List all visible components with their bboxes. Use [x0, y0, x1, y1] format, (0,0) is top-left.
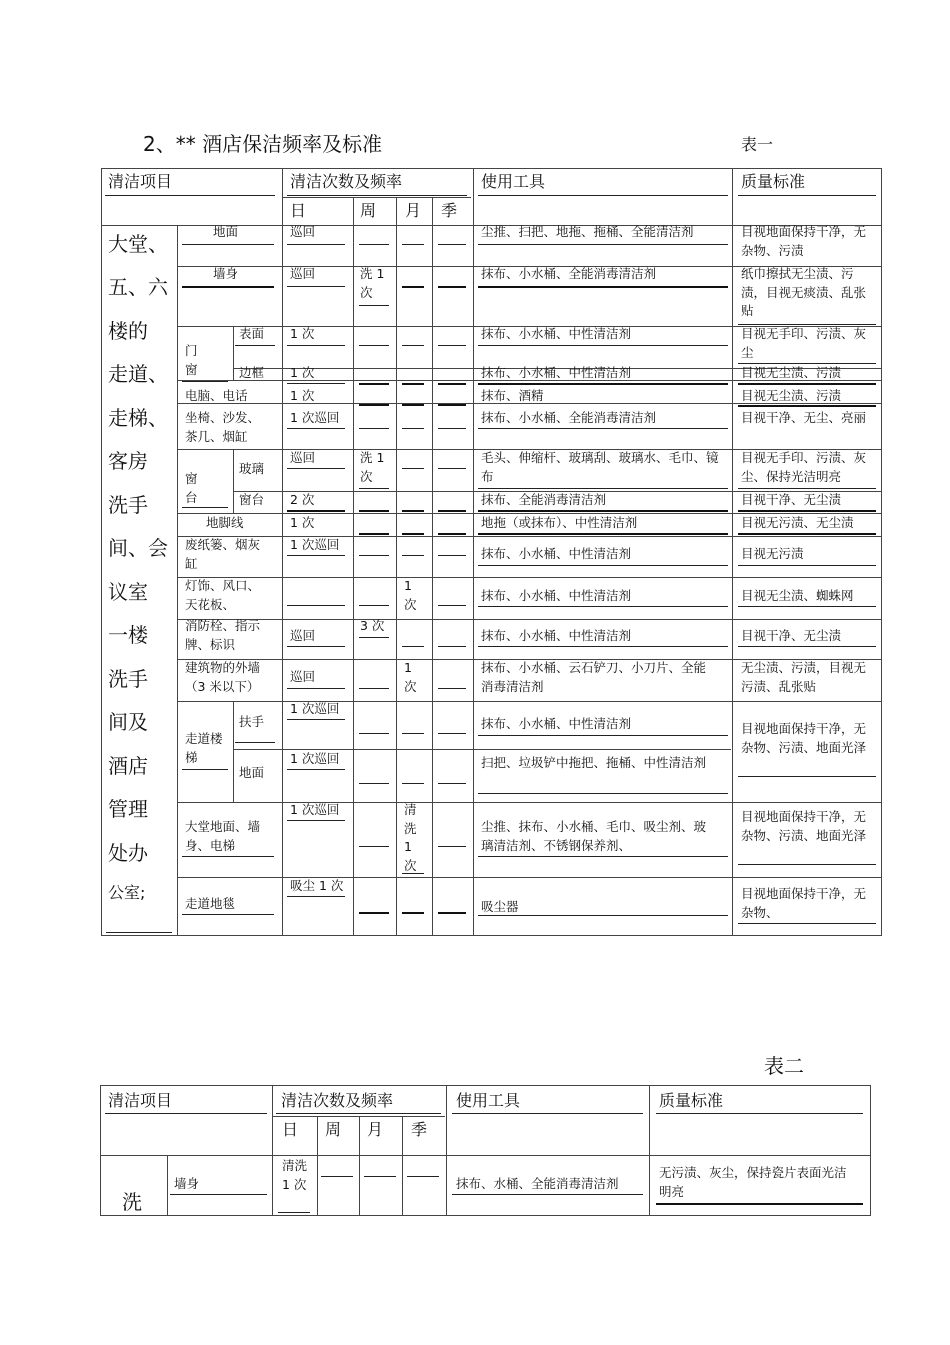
row-tools: 尘推、抹布、小水桶、毛巾、吸尘剂、玻璃清洁剂、不锈钢保养剂、	[481, 819, 707, 853]
t2-row-day: 清洗 1 次	[282, 1158, 308, 1192]
row-week: 3 次	[360, 618, 385, 633]
area-line: 大堂、	[108, 232, 168, 256]
row-week: 洗 1 次	[360, 266, 385, 300]
row-item: 地脚线	[206, 515, 244, 530]
row-tools: 抹布、小水桶、中性清洁剂	[481, 716, 632, 731]
t1-header-standard: 质量标准	[741, 172, 806, 191]
row-standard: 目视无手印、污渍、灰尘	[741, 326, 867, 360]
t1-header-week: 周	[360, 201, 377, 220]
t2-row-tools: 抹布、水桶、全能消毒清洁剂	[456, 1176, 619, 1191]
row-tools: 抹布、小水桶、全能消毒清洁剂	[481, 266, 657, 281]
group-label: 走道楼梯	[185, 731, 223, 765]
row-tools: 抹布、全能消毒清洁剂	[481, 492, 607, 507]
row-tools: 吸尘器	[481, 899, 519, 914]
row-standard: 目视无污渍、无尘渍	[741, 515, 854, 530]
row-tools: 抹布、小水桶、中性清洁剂	[481, 546, 632, 561]
t1-header-tools: 使用工具	[481, 172, 546, 191]
row-tools: 抹布、小水桶、全能消毒清洁剂	[481, 410, 657, 425]
area-line: 一楼	[108, 623, 148, 647]
t1-header-month: 月	[405, 201, 422, 220]
row-month: 1 次	[404, 578, 417, 612]
area-line: 洗手	[108, 493, 148, 517]
t1-header-freq: 清洁次数及频率	[290, 172, 403, 191]
row-standard: 目视干净、无尘、亮丽	[741, 410, 867, 425]
row-day: 1 次巡回	[290, 751, 340, 766]
row-item: 电脑、电话	[185, 388, 248, 403]
row-standard: 纸巾擦拭无尘渍、污渍，目视无痰渍、乱张贴	[741, 266, 867, 318]
area-line: 酒店	[108, 754, 148, 778]
t2-header-month: 月	[367, 1120, 384, 1139]
row-month: 清洗 1 次	[404, 802, 417, 873]
area-line: 走梯、	[108, 406, 168, 430]
row-item: 墙身	[213, 266, 239, 281]
row-tools: 抹布、小水桶、中性清洁剂	[481, 365, 632, 380]
row-standard: 目视无尘渍、污渍	[741, 388, 842, 403]
row-item: 扶手	[239, 714, 265, 729]
row-day: 1 次巡回	[290, 410, 340, 425]
row-tools: 抹布、小水桶、中性清洁剂	[481, 326, 632, 341]
row-item: 坐椅、沙发、茶几、烟缸	[185, 410, 261, 444]
row-standard: 目视干净、无尘渍	[741, 492, 842, 507]
row-item: 地面	[239, 765, 265, 780]
row-standard: 目视无尘渍、污渍	[741, 365, 842, 380]
t1-header-season: 季	[441, 201, 458, 220]
table1-label: 表一	[741, 135, 774, 154]
row-day: 1 次巡回	[290, 802, 340, 817]
t2-header-tools: 使用工具	[456, 1091, 521, 1110]
row-day: 吸尘 1 次	[290, 878, 344, 893]
row-item: 走道地毯	[185, 896, 236, 911]
row-day: 巡回	[290, 266, 316, 281]
row-tools: 抹布、小水桶、云石铲刀、小刀片、全能消毒清洁剂	[481, 660, 707, 694]
row-standard: 目视地面保持干净，无杂物、	[741, 886, 867, 920]
t1-header-day: 日	[290, 201, 307, 220]
row-standard: 无尘渍、污渍，目视无污渍、乱张贴	[741, 660, 867, 694]
area-line: 议室	[108, 580, 148, 604]
row-tools: 抹布、酒精	[481, 388, 544, 403]
table2-label: 表二	[764, 1054, 804, 1078]
t2-header-season: 季	[411, 1120, 428, 1139]
row-item: 消防栓、指示牌、标识	[185, 618, 261, 652]
t2-area: 洗	[122, 1190, 142, 1214]
row-standard: 目视地面保持干净，无杂物、污渍、地面光泽	[741, 809, 867, 843]
row-tools: 地拖（或抹布）、中性清洁剂	[481, 515, 638, 530]
area-line: 客房	[108, 449, 148, 473]
row-standard: 目视地面保持干净，无杂物、污渍、地面光泽	[741, 721, 867, 755]
row-day: 1 次	[290, 388, 315, 403]
row-item: 地面	[213, 224, 239, 239]
t2-row-standard: 无污渍、灰尘，保持瓷片表面光洁明亮	[659, 1165, 847, 1199]
area-line: 管理	[108, 797, 148, 821]
row-tools: 尘推、扫把、地拖、拖桶、全能清洁剂	[481, 224, 694, 239]
row-tools: 毛头、伸缩杆、玻璃刮、玻璃水、毛巾、镜布	[481, 450, 719, 484]
t2-row-item: 墙身	[174, 1176, 200, 1191]
row-standard: 目视无污渍	[741, 546, 804, 561]
row-day: 1 次	[290, 326, 315, 341]
row-item: 建筑物的外墙（3 米以下）	[185, 660, 261, 694]
area-line: 走道、	[108, 362, 168, 386]
row-item: 废纸篓、烟灰缸	[185, 537, 261, 571]
group-label: 门窗	[185, 343, 198, 377]
row-week: 洗 1 次	[360, 450, 385, 484]
area-line: 五、六	[108, 275, 168, 299]
row-item: 表面	[239, 326, 265, 341]
group-label: 窗台	[185, 471, 198, 505]
row-standard: 目视地面保持干净，无杂物、污渍	[741, 224, 867, 258]
area-line: 公室;	[108, 883, 146, 902]
area-line: 间、会	[108, 536, 168, 560]
area-line: 楼的	[108, 319, 148, 343]
row-standard: 目视无手印、污渍、灰尘、保持光洁明亮	[741, 450, 867, 484]
t2-header-week: 周	[325, 1120, 342, 1139]
row-day: 1 次	[290, 515, 315, 530]
row-item: 玻璃	[239, 461, 265, 476]
row-item: 大堂地面、墙身、电梯	[185, 819, 261, 853]
row-day: 2 次	[290, 492, 315, 507]
row-standard: 目视干净、无尘渍	[741, 628, 842, 643]
t2-header-standard: 质量标准	[659, 1091, 724, 1110]
area-line: 处办	[108, 841, 148, 865]
row-tools: 抹布、小水桶、中性清洁剂	[481, 588, 632, 603]
row-month: 1 次	[404, 660, 417, 694]
row-day: 巡回	[290, 224, 316, 239]
area-line: 间及	[108, 710, 148, 734]
t2-header-freq: 清洁次数及频率	[281, 1091, 394, 1110]
t2-header-item: 清洁项目	[108, 1091, 173, 1110]
row-day: 1 次巡回	[290, 701, 340, 716]
t1-header-item: 清洁项目	[108, 172, 173, 191]
row-tools: 扫把、垃圾铲中拖把、拖桶、中性清洁剂	[481, 755, 707, 770]
page-title: 2、** 酒店保洁频率及标准	[143, 132, 383, 156]
row-day: 巡回	[290, 669, 316, 684]
row-day: 1 次	[290, 365, 315, 380]
row-day: 巡回	[290, 628, 316, 643]
row-day: 1 次巡回	[290, 537, 340, 552]
row-day: 巡回	[290, 450, 316, 465]
area-line: 洗手	[108, 667, 148, 691]
row-item: 窗台	[239, 492, 265, 507]
row-item: 边框	[239, 365, 265, 380]
row-tools: 抹布、小水桶、中性清洁剂	[481, 628, 632, 643]
t2-header-day: 日	[282, 1120, 299, 1139]
row-item: 灯饰、风口、天花板、	[185, 578, 261, 612]
row-standard: 目视无尘渍、蜘蛛网	[741, 588, 854, 603]
